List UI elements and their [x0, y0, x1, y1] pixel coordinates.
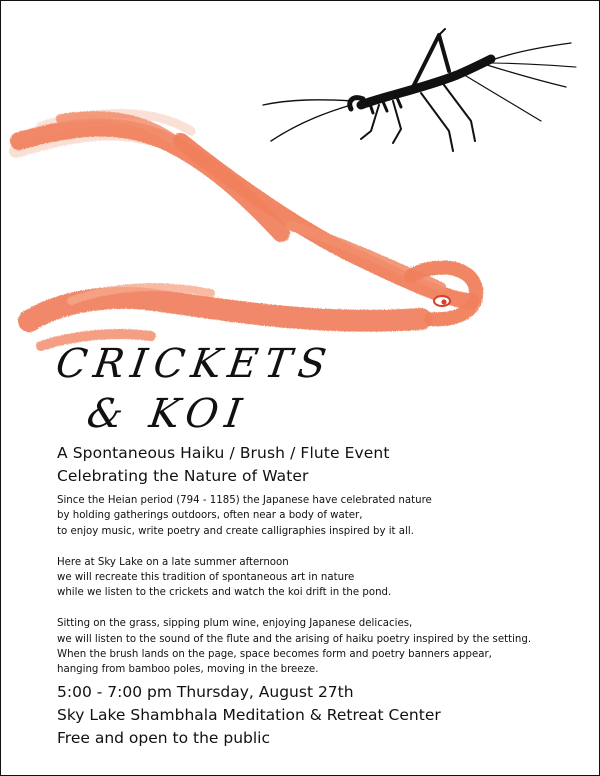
- text-line: by holding gatherings outdoors, often near a body of water,: [57, 510, 363, 522]
- event-description: [57, 493, 587, 693]
- paragraph-heian: [57, 493, 587, 539]
- koi-icon: [16, 114, 476, 347]
- text-line: while we listen to the crickets and watch the koi drift in the pond.: [57, 587, 392, 599]
- event-location: Sky Lake Shambhala Meditation & Retreat Center: [57, 706, 441, 724]
- text-line: When the brush lands on the page, space becomes form and poetry banners appear,: [57, 649, 492, 661]
- subtitle-line: Celebrating the Nature of Water: [57, 467, 309, 485]
- koi-eye-icon: [434, 296, 450, 306]
- paragraph-activities: [57, 616, 587, 678]
- event-details: [57, 681, 577, 750]
- event-subtitle: [57, 442, 577, 488]
- event-admission: Free and open to the public: [57, 729, 271, 747]
- text-line: to enjoy music, write poetry and create calligraphies inspired by it all.: [57, 525, 414, 537]
- text-line: we will listen to the sound of the flute and the arising of haiku poetry inspired by the setting.: [57, 633, 532, 645]
- text-line: Sitting on the grass, sipping plum wine, enjoying Japanese delicacies,: [57, 618, 413, 630]
- event-time: 5:00 - 7:00 pm Thursday, August 27th: [57, 683, 354, 701]
- title-line-1: CRICKETS: [53, 341, 336, 387]
- text-line: we will recreate this tradition of spontaneous art in nature: [57, 572, 355, 584]
- paragraph-sky-lake: [57, 555, 587, 601]
- title-line-2: & KOI: [84, 391, 252, 437]
- text-line: Here at Sky Lake on a late summer afternoon: [57, 556, 289, 568]
- text-line: hanging from bamboo poles, moving in the breeze.: [57, 664, 319, 676]
- event-title: [51, 331, 381, 441]
- text-line: Since the Heian period (794 - 1185) the Japanese have celebrated nature: [57, 495, 432, 506]
- subtitle-line: A Spontaneous Haiku / Brush / Flute Event: [57, 444, 390, 462]
- cricket-icon: [263, 29, 576, 151]
